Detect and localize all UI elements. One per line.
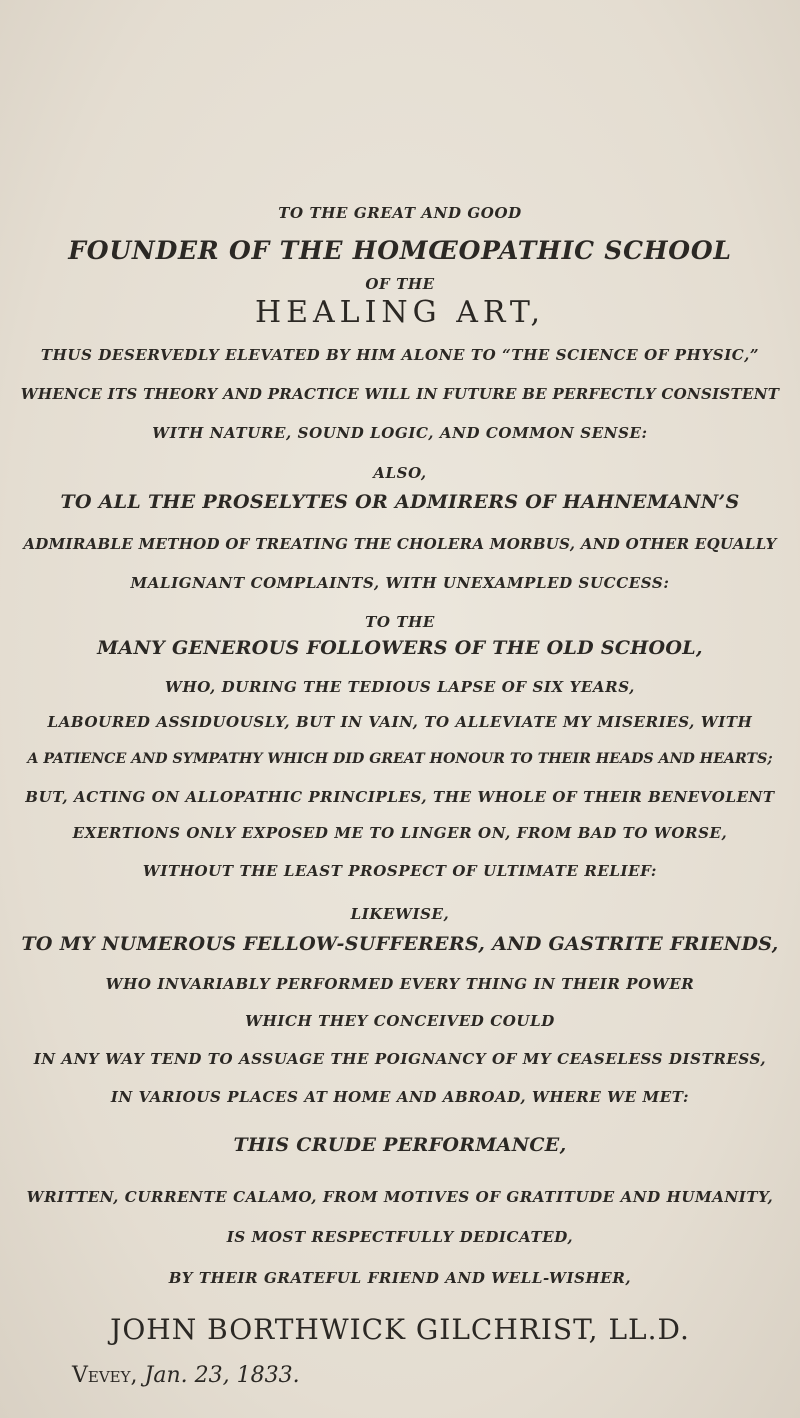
dedication-line-3: OF THE [365, 275, 435, 293]
dedication-line-20: LIKEWISE, [350, 905, 450, 923]
dedication-line-9: TO ALL THE PROSELYTES OR ADMIRERS OF HAHNEMANN’S [60, 491, 740, 513]
dedication-line-27: WRITTEN, CURRENTE CALAMO, FROM MOTIVES OF GRATITUDE AND HUMANITY, [26, 1188, 774, 1206]
dedication-line-21: TO MY NUMEROUS FELLOW-SUFFERERS, AND GASTRITE FRIENDS, [21, 933, 779, 955]
dedication-line-15: LABOURED ASSIDUOUSLY, BUT IN VAIN, TO ALLEVIATE MY MISERIES, WITH [47, 713, 753, 731]
dedication-line-22: WHO INVARIABLY PERFORMED EVERY THING IN THEIR POWER [105, 975, 695, 993]
dedication-line-10: ADMIRABLE METHOD OF TREATING THE CHOLERA MORBUS, AND OTHER EQUALLY [23, 535, 777, 553]
dedication-line-7: WITH NATURE, SOUND LOGIC, AND COMMON SENSE: [152, 424, 648, 442]
dedication-line-16: A PATIENCE AND SYMPATHY WHICH DID GREAT HONOUR TO THEIR HEADS AND HEARTS; [27, 751, 773, 767]
dedication-line-12: TO THE [365, 613, 435, 631]
dedication-line-13: MANY GENEROUS FOLLOWERS OF THE OLD SCHOOL, [97, 637, 703, 659]
dedication-line-8: ALSO, [373, 464, 427, 482]
dedication-line-19: WITHOUT THE LEAST PROSPECT OF ULTIMATE RELIEF: [142, 862, 658, 880]
place-and-date [72, 1365, 300, 1387]
dedication-line-17: BUT, ACTING ON ALLOPATHIC PRINCIPLES, THE WHOLE OF THEIR BENEVOLENT [25, 788, 775, 806]
dedication-line-1: TO THE GREAT AND GOOD [278, 204, 522, 222]
dedication-line-11: MALIGNANT COMPLAINTS, WITH UNEXAMPLED SUCCESS: [130, 574, 670, 592]
dedication-line-18: EXERTIONS ONLY EXPOSED ME TO LINGER ON, FROM BAD TO WORSE, [72, 824, 728, 842]
dedication-line-14: WHO, DURING THE TEDIOUS LAPSE OF SIX YEARS, [165, 678, 635, 696]
place: Vevey, [72, 1363, 138, 1388]
dedication-line-6: WHENCE ITS THEORY AND PRACTICE WILL IN FUTURE BE PERFECTLY CONSISTENT [20, 385, 780, 403]
dedication-line-2: FOUNDER OF THE HOMŒOPATHIC SCHOOL [68, 236, 732, 265]
date: Jan. 23, 1833. [144, 1363, 300, 1388]
dedication-line-23: WHICH THEY CONCEIVED COULD [245, 1012, 555, 1030]
dedication-line-24: IN ANY WAY TEND TO ASSUAGE THE POIGNANCY OF MY CEASELESS DISTRESS, [33, 1050, 767, 1068]
dedication-line-4: HEALING ART, [254, 295, 546, 330]
dedication-line-29: BY THEIR GRATEFUL FRIEND AND WELL-WISHER, [168, 1269, 632, 1287]
dedication-line-26: THIS CRUDE PERFORMANCE, [233, 1134, 567, 1156]
dedication-line-5: THUS DESERVEDLY ELEVATED BY HIM ALONE TO “THE SCIENCE OF PHYSIC,” [40, 346, 760, 364]
dedication-line-25: IN VARIOUS PLACES AT HOME AND ABROAD, WHERE WE MET: [110, 1088, 690, 1106]
author-signature: JOHN BORTHWICK GILCHRIST, LL.D. [110, 1313, 690, 1346]
dedication-line-28: IS MOST RESPECTFULLY DEDICATED, [226, 1228, 574, 1246]
